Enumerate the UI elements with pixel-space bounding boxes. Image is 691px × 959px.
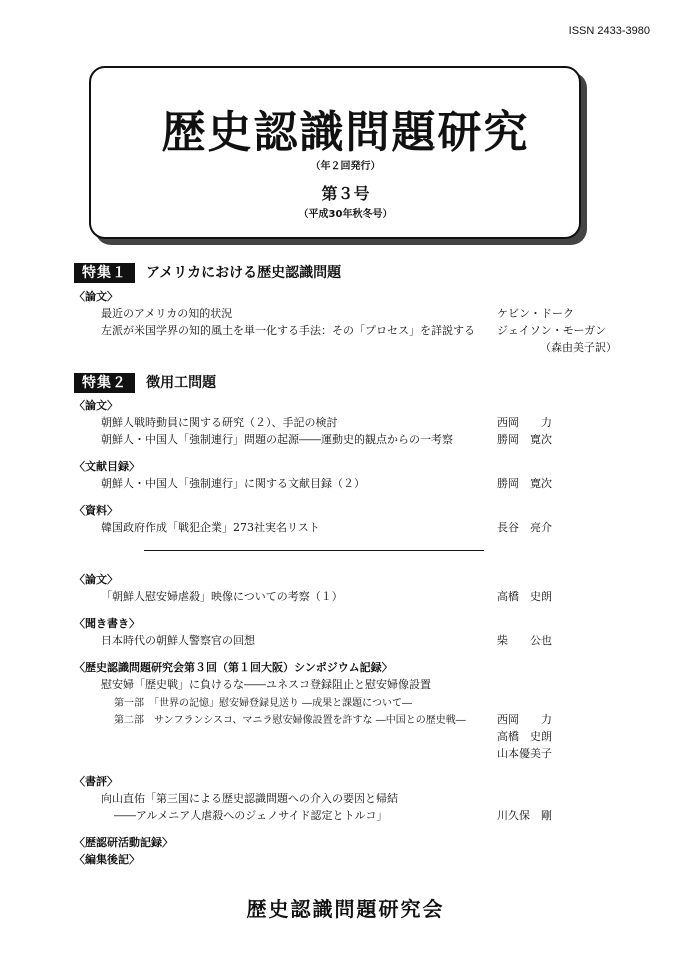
- feature2-header: [74, 372, 216, 392]
- toc-subentry: 第一部 「世界の記憶」慰安婦登録見送り ―成果と課題について―: [114, 698, 412, 709]
- feature1-tag: 特集１: [74, 263, 135, 283]
- section-label: 〈書評〉: [74, 775, 118, 788]
- section-label: 〈編集後記〉: [74, 853, 140, 866]
- translator-credit: （森由美子訳）: [540, 341, 617, 354]
- toc-entry-author: 高橋 史朗: [497, 590, 552, 603]
- toc-entry-author: 勝岡 寛次: [497, 477, 552, 490]
- toc-entry-title: 朝鮮人・中国人「強制連行」に関する文献目録（２）: [101, 477, 365, 490]
- section-label: 〈論文〉: [74, 399, 118, 412]
- feature1-title: アメリカにおける歴史認識問題: [146, 265, 342, 281]
- toc-entry-author: 勝岡 寛次: [497, 433, 552, 446]
- toc-entry-author: 西岡 力: [497, 416, 552, 429]
- issue-number: 第３号: [321, 184, 370, 203]
- issue-season: （平成30年秋冬号）: [298, 209, 393, 220]
- toc-entry-title: 最近のアメリカの知的状況: [101, 307, 233, 320]
- toc-entry-title: 朝鮮人・中国人「強制連行」問題の起源――運動史的観点からの一考察: [101, 433, 453, 446]
- toc-entry-title-continued: ――アルメニア人虐殺へのジェノサイド認定とトルコ」: [114, 809, 388, 822]
- section-label: 〈資料〉: [74, 504, 118, 517]
- divider-rule: [144, 550, 484, 551]
- toc-entry-author: 川久保 剛: [497, 809, 552, 822]
- section-label: 〈歴認研活動記録〉: [74, 836, 173, 849]
- toc-entry-title: 左派が米国学界の知的風土を単一化する手法：その「プロセス」を詳説する: [101, 324, 475, 337]
- toc-entry-author: 山本優美子: [497, 747, 552, 760]
- section-label: 〈文献目録〉: [74, 460, 140, 473]
- toc-subentry: 第二部 サンフランシスコ、マニラ慰安婦像設置を許すな ―中国との歴史戦―: [114, 715, 466, 726]
- section-label: 〈聞き書き〉: [74, 617, 140, 630]
- toc-entry-author: ケビン・ドーク: [497, 307, 574, 320]
- toc-entry-author: 長谷 亮介: [497, 521, 552, 534]
- feature2-tag: 特集２: [74, 373, 135, 393]
- feature1-header: [74, 262, 341, 282]
- toc-entry-title: 「朝鮮人慰安婦虐殺」映像についての考察（１）: [101, 590, 343, 603]
- toc-entry-title: 向山直佑「第三国による歴史認識問題への介入の要因と帰結: [101, 792, 398, 805]
- publisher-name: 歴史認識問題研究会: [246, 897, 445, 921]
- toc-entry-title: 韓国政府作成「戦犯企業」273社実名リスト: [101, 521, 320, 534]
- publication-frequency: （年２回発行）: [310, 161, 381, 172]
- toc-entry-author: 柴 公也: [497, 634, 552, 647]
- toc-entry-title: 慰安婦「歴史戦」に負けるな――ユネスコ登録阻止と慰安婦像設置: [101, 678, 431, 691]
- journal-title: 歴史認識問題研究: [161, 107, 530, 158]
- toc-entry-author: 高橋 史朗: [497, 730, 552, 743]
- toc-entry-title: 朝鮮人戦時動員に関する研究（２）、手記の検討: [101, 416, 338, 429]
- section-label: 〈論文〉: [74, 573, 118, 586]
- feature1-section-label: 〈論文〉: [74, 290, 118, 303]
- feature2-title: 徴用工問題: [146, 375, 217, 391]
- toc-entry-title: 日本時代の朝鮮人警察官の回想: [101, 634, 255, 647]
- issn-number: ISSN 2433-3980: [568, 25, 650, 37]
- section-label: 〈歴史認識問題研究会第３回（第１回大阪）シンポジウム記録〉: [74, 661, 393, 674]
- toc-entry-author: 西岡 力: [497, 713, 552, 726]
- toc-entry-author: ジェイソン・モーガン: [497, 324, 607, 337]
